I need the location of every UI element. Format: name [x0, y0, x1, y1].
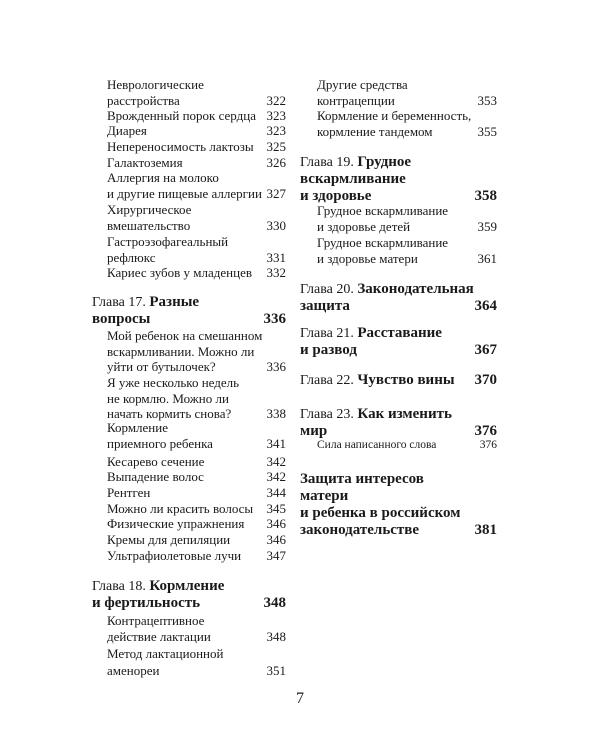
toc-chapter-20[interactable]: [300, 281, 497, 315]
chapter-page: 358: [474, 188, 497, 204]
toc-entry[interactable]: [107, 265, 286, 281]
toc-entry[interactable]: [107, 108, 286, 124]
toc-entry[interactable]: [107, 516, 286, 532]
toc-entry-page: 322: [266, 92, 286, 108]
toc-entry-page: 353: [477, 92, 497, 108]
appendix-title: Защита интересов матери и ребенка в российском законодательстве: [300, 471, 461, 538]
chapter-page: 367: [474, 342, 497, 358]
toc-entry-page: 325: [266, 139, 286, 154]
toc-entry-page: 344: [266, 485, 286, 500]
toc-entry-title: Гастроэзофагеальный рефлюкс: [107, 234, 229, 265]
toc-entry[interactable]: [317, 203, 497, 234]
toc-appendix[interactable]: [300, 471, 497, 539]
toc-entry-page: 347: [266, 548, 286, 563]
toc-entry[interactable]: [107, 485, 286, 501]
toc-entry-page: 346: [266, 516, 286, 531]
toc-entry[interactable]: [107, 139, 286, 155]
toc-chapter-19[interactable]: [300, 154, 497, 205]
chapter-prefix: Глава 20.: [300, 282, 358, 297]
toc-entry-title: Ультрафиолетовые лучи: [107, 548, 242, 563]
toc-chapter-18[interactable]: [92, 578, 286, 612]
chapter-page: 348: [263, 595, 286, 611]
toc-entry-title: Можно ли красить волосы: [107, 501, 254, 516]
chapter-page: 376: [474, 423, 497, 439]
toc-entry-page: 361: [477, 250, 497, 266]
chapter-title: Разные вопросы: [92, 294, 200, 327]
toc-entry[interactable]: [107, 123, 286, 139]
toc-entry-title: Сила написанного слова: [317, 439, 437, 451]
toc-entry-page: 326: [266, 155, 286, 170]
chapter-prefix: Глава 18.: [92, 579, 150, 594]
toc-entry-title: Другие средства контрацепции: [317, 77, 408, 108]
toc-entry-page: 348: [266, 628, 286, 644]
toc-entry-title: Рентген: [107, 485, 151, 500]
toc-entry-page: 338: [266, 406, 286, 421]
chapter-page: 364: [474, 298, 497, 314]
toc-entry-page: 336: [266, 359, 286, 374]
toc-entry-page: 346: [266, 532, 286, 547]
toc-entry-title: Галактоземия: [107, 155, 183, 170]
toc-entry-page: 330: [266, 217, 286, 233]
toc-entry-page: 376: [479, 439, 497, 451]
toc-entry[interactable]: [107, 170, 286, 201]
chapter-prefix: Глава 17.: [92, 295, 150, 310]
toc-entry-page: 342: [266, 469, 286, 484]
toc-entry[interactable]: [317, 108, 497, 139]
toc-entry-title: Непереносимость лактозы: [107, 139, 254, 154]
chapter-title: Кормление и фертильность: [92, 578, 225, 611]
toc-entry[interactable]: [107, 155, 286, 171]
chapter-prefix: Глава 21.: [300, 326, 358, 341]
toc-entry-page: 323: [266, 108, 286, 123]
toc-entry-title: Кариес зубов у младенцев: [107, 265, 252, 280]
toc-entry-title: Кормление приемного ребенка: [107, 420, 213, 451]
toc-entry-title: Аллергия на молоко и другие пищевые аллергии: [107, 170, 262, 201]
toc-entry-title: Метод лактационной аменореи: [107, 646, 224, 678]
chapter-title: Как изменить мир: [300, 406, 452, 439]
chapter-title: Расставание и развод: [300, 325, 442, 358]
toc-entry-page: 342: [266, 454, 286, 469]
toc-entry[interactable]: [107, 420, 286, 451]
toc-entry[interactable]: [107, 645, 286, 679]
toc-chapter-22[interactable]: [300, 372, 497, 389]
toc-entry-title: Врожденный порок сердца: [107, 108, 256, 123]
toc-entry-page: 355: [477, 123, 497, 139]
toc-entry-title: Неврологические расстройства: [107, 77, 204, 108]
chapter-prefix: Глава 22.: [300, 373, 358, 388]
toc-entry-page: 331: [266, 249, 286, 265]
chapter-prefix: Глава 19.: [300, 155, 358, 170]
toc-entry[interactable]: [107, 613, 286, 644]
page-number: 7: [296, 690, 304, 707]
toc-entry[interactable]: [317, 77, 497, 108]
toc-entry[interactable]: [107, 202, 286, 233]
toc-entry[interactable]: [107, 454, 286, 470]
toc-entry[interactable]: [317, 235, 497, 266]
toc-entry[interactable]: [107, 548, 286, 564]
chapter-page: 336: [263, 311, 286, 327]
toc-entry-title: Кесарево сечение: [107, 454, 205, 469]
toc-chapter-17[interactable]: [92, 294, 286, 328]
toc-entry-title: Диарея: [107, 123, 147, 138]
toc-entry[interactable]: [107, 234, 286, 265]
toc-chapter-23[interactable]: [300, 406, 497, 440]
toc-entry-title: Мой ребенок на смешанном вскармливании. Можно ли уйти от бутылочек?: [107, 328, 263, 374]
toc-entry-title: Я уже несколько недель не кормлю. Можно ли начать кормить снова?: [107, 375, 240, 421]
toc-entry-page: 351: [266, 663, 286, 678]
chapter-page: 370: [474, 372, 497, 388]
toc-entry[interactable]: [107, 532, 286, 548]
chapter-title: Чувство вины: [357, 372, 455, 388]
toc-entry-title: Хирургическое вмешательство: [107, 202, 192, 233]
appendix-page: 381: [474, 522, 497, 538]
toc-entry-page: 341: [266, 435, 286, 451]
toc-entry[interactable]: [107, 469, 286, 485]
toc-entry-page: 323: [266, 123, 286, 138]
chapter-title: Законодательная защита: [300, 281, 474, 314]
toc-entry-page: 359: [477, 218, 497, 234]
toc-entry[interactable]: [107, 328, 286, 375]
toc-entry-title: Контрацептивное действие лактации: [107, 613, 211, 644]
toc-entry[interactable]: [317, 438, 497, 454]
toc-entry-title: Кормление и беременность, кормление тандемом: [317, 108, 472, 139]
toc-entry-title: Грудное вскармливание и здоровье матери: [317, 235, 449, 266]
toc-entry-title: Кремы для депиляции: [107, 532, 231, 547]
toc-entry[interactable]: [107, 375, 286, 422]
toc-entry-title: Грудное вскармливание и здоровье детей: [317, 203, 449, 234]
toc-entry[interactable]: [107, 77, 286, 108]
toc-entry-page: 345: [266, 501, 286, 516]
toc-entry-page: 332: [266, 265, 286, 280]
toc-entry-title: Физические упражнения: [107, 516, 245, 531]
toc-chapter-21[interactable]: [300, 325, 497, 359]
toc-entry[interactable]: [107, 501, 286, 517]
chapter-prefix: Глава 23.: [300, 407, 358, 422]
chapter-title: Грудное вскармливание и здоровье: [300, 154, 412, 204]
toc-entry-page: 327: [266, 185, 286, 201]
toc-entry-title: Выпадение волос: [107, 469, 204, 484]
